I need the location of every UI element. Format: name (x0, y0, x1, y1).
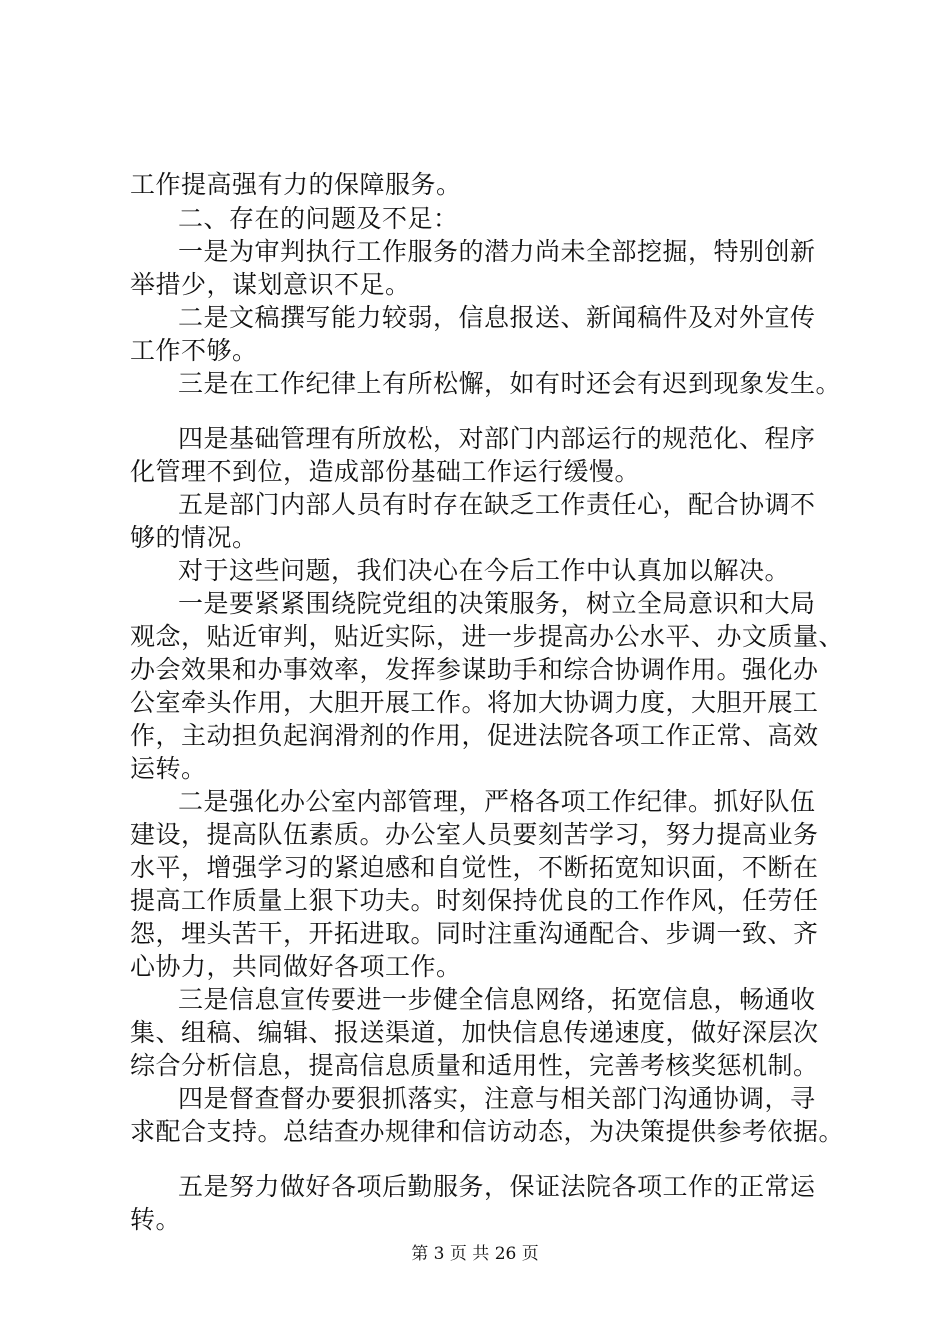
text-line: 怨，埋头苦干，开拓进取。同时注重沟通配合、步调一致、齐 (130, 919, 819, 948)
text-line: 二是强化办公室内部管理，严格各项工作纪律。抓好队伍 (178, 787, 816, 816)
text-line: 作，主动担负起润滑剂的作用，促进法院各项工作正常、高效 (130, 721, 819, 750)
text-line: 四是督查督办要狠抓落实，注意与相关部门沟通协调，寻 (178, 1084, 816, 1113)
page-number-footer: 第 3 页 共 26 页 (411, 1244, 539, 1264)
text-line: 集、组稿、编辑、报送渠道，加快信息传递速度，做好深层次 (130, 1018, 819, 1047)
text-line: 一是为审判执行工作服务的潜力尚未全部挖掘，特别创新 (178, 237, 816, 266)
text-line: 化管理不到位，造成部份基础工作运行缓慢。 (130, 457, 641, 486)
text-line: 公室牵头作用，大胆开展工作。将加大协调力度，大胆开展工 (130, 688, 819, 717)
text-line: 工作不够。 (130, 336, 258, 365)
text-line: 工作提高强有力的保障服务。 (130, 170, 462, 199)
text-line: 五是努力做好各项后勤服务，保证法院各项工作的正常运 (178, 1172, 816, 1201)
text-line: 水平，增强学习的紧迫感和自觉性，不断拓宽知识面，不断在 (130, 853, 819, 882)
text-line: 四是基础管理有所放松，对部门内部运行的规范化、程序 (178, 424, 816, 453)
text-line: 转。 (130, 1205, 182, 1234)
text-line: 二、存在的问题及不足： (178, 204, 459, 233)
text-line: 对于这些问题，我们决心在今后工作中认真加以解决。 (178, 556, 791, 585)
text-line: 求配合支持。总结查办规律和信访动态，为决策提供参考依据。 (130, 1117, 845, 1146)
text-line: 办会效果和办事效率，发挥参谋助手和综合协调作用。强化办 (130, 655, 819, 684)
text-line: 三是信息宣传要进一步健全信息网络，拓宽信息，畅通收 (178, 985, 816, 1014)
text-line: 一是要紧紧围绕院党组的决策服务，树立全局意识和大局 (178, 589, 816, 618)
text-line: 观念，贴近审判，贴近实际，进一步提高办公水平、办文质量、 (130, 622, 845, 651)
text-line: 够的情况。 (130, 523, 258, 552)
text-line: 提高工作质量上狠下功夫。时刻保持优良的工作作风，任劳任 (130, 886, 819, 915)
text-line: 二是文稿撰写能力较弱，信息报送、新闻稿件及对外宣传 (178, 303, 816, 332)
text-line: 五是部门内部人员有时存在缺乏工作责任心，配合协调不 (178, 490, 816, 519)
text-line: 举措少，谋划意识不足。 (130, 270, 411, 299)
text-line: 建设，提高队伍素质。办公室人员要刻苦学习，努力提高业务 (130, 820, 819, 849)
text-line: 运转。 (130, 754, 207, 783)
text-line: 心协力，共同做好各项工作。 (130, 952, 462, 981)
text-line: 综合分析信息，提高信息质量和适用性，完善考核奖惩机制。 (130, 1051, 819, 1080)
text-line: 三是在工作纪律上有所松懈，如有时还会有迟到现象发生。 (178, 369, 842, 398)
